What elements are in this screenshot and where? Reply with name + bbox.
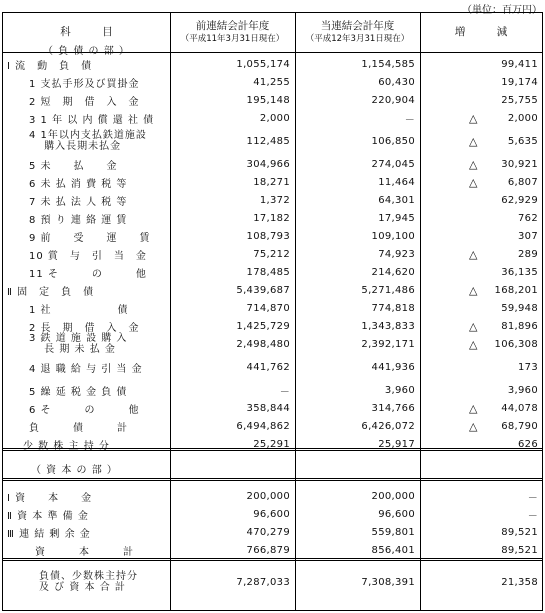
- curr-year-value: 60,430: [378, 76, 415, 88]
- change-value: 168,201: [494, 284, 538, 296]
- table-row: [3, 381, 542, 399]
- prev-year-value: 18,271: [253, 176, 290, 188]
- prev-year-value: 108,793: [246, 230, 290, 242]
- table-row: [3, 353, 542, 381]
- row-label: Ⅲ 連 結 剰 余 金: [7, 528, 91, 540]
- table-row: [3, 523, 542, 541]
- curr-year-value: [298, 43, 415, 55]
- change-value: 25,755: [501, 94, 538, 106]
- prev-year-value: 1,055,174: [236, 58, 290, 70]
- prev-year-value: 112,485: [246, 135, 290, 147]
- balance-sheet-table: [2, 12, 543, 611]
- change-value: 3,960: [507, 384, 538, 396]
- curr-year-value: 109,100: [371, 230, 415, 242]
- curr-year-value: 1,343,833: [361, 320, 415, 332]
- change-value: 81,896: [501, 320, 538, 332]
- curr-year-value: 274,045: [371, 158, 415, 170]
- prev-year-value: －: [279, 386, 290, 398]
- change-value: －: [527, 510, 538, 522]
- prev-year-value: 2,000: [259, 112, 290, 124]
- table-row: [3, 505, 542, 523]
- table-row: [3, 457, 542, 479]
- prev-year-value: 6,494,862: [236, 420, 290, 432]
- table-row: [3, 155, 542, 173]
- curr-year-value: 200,000: [371, 490, 415, 502]
- row-label: 4 退 職 給 与 引 当 金: [29, 363, 143, 375]
- prev-year-value: 304,966: [246, 158, 290, 170]
- prev-year-value: 178,485: [246, 266, 290, 278]
- table-row: [3, 91, 542, 109]
- prev-year-value: 41,255: [253, 76, 290, 88]
- prev-year-value: 25,291: [253, 438, 290, 450]
- change-value: －: [527, 492, 538, 504]
- change-value: 89,521: [501, 526, 538, 538]
- change-value: 21,358: [501, 576, 538, 588]
- change-value: 59,948: [501, 302, 538, 314]
- row-label: 11 そ の 他: [29, 268, 147, 280]
- decrease-triangle-icon: △: [469, 319, 478, 333]
- header-prev-date: （平成11年3月31日現在）: [180, 33, 285, 44]
- curr-year-value: 2,392,171: [361, 338, 415, 350]
- row-label: 8 預 り 連 絡 運 賃: [29, 214, 128, 226]
- change-value: 173: [518, 361, 538, 373]
- curr-year-value: 106,850: [371, 135, 415, 147]
- change-value: 6,807: [507, 176, 538, 188]
- row-label: 2 短 期 借 入 金: [29, 96, 140, 108]
- prev-year-value: 2,498,480: [236, 338, 290, 350]
- section-divider: [3, 558, 542, 561]
- prev-year-value: 1,372: [259, 194, 290, 206]
- row-label: Ⅰ 流 動 負 債: [7, 60, 93, 72]
- row-label: 少 数 株 主 持 分: [23, 440, 110, 452]
- prev-year-value: 5,439,687: [236, 284, 290, 296]
- prev-year-value: 714,870: [246, 302, 290, 314]
- table-row: [3, 173, 542, 191]
- change-value: 36,135: [501, 266, 538, 278]
- row-label: 6 そ の 他: [29, 404, 140, 416]
- change-value: [443, 457, 538, 479]
- table-row: [3, 263, 542, 281]
- decrease-triangle-icon: △: [469, 247, 478, 261]
- row-label: 5 未 払 金: [29, 160, 118, 172]
- change-value: 106,308: [494, 338, 538, 350]
- row-label: 資 本 計: [35, 546, 134, 558]
- decrease-triangle-icon: △: [469, 337, 478, 351]
- table-row: [3, 55, 542, 73]
- header-curr-date: （平成12年3月31日現在）: [305, 33, 410, 44]
- table-row: [3, 281, 542, 299]
- prev-year-value: 1,425,729: [236, 320, 290, 332]
- header-prev-title: 前連結会計年度: [195, 19, 270, 32]
- curr-year-value: 96,600: [378, 508, 415, 520]
- row-label: 6 未 払 消 費 税 等: [29, 178, 128, 190]
- change-value: 99,411: [501, 58, 538, 70]
- row-label: 3 1 年 以 内 償 還 社 債: [29, 114, 155, 126]
- prev-year-value: 441,762: [246, 361, 290, 373]
- header-diff-label: 増 減: [454, 26, 508, 38]
- prev-year-value: 195,148: [246, 94, 290, 106]
- table-row: [3, 399, 542, 417]
- prev-year-value: 75,212: [253, 248, 290, 260]
- table-row: [3, 43, 542, 55]
- row-label: （ 資 本 の 部 ）: [31, 464, 118, 476]
- change-value: 30,921: [501, 158, 538, 170]
- prev-year-value: 470,279: [246, 526, 290, 538]
- header-curr-title: 当連結会計年度: [320, 19, 395, 32]
- change-value: 307: [518, 230, 538, 242]
- row-label: 負債、少数株主持分 及 び 資 本 合 計: [39, 571, 138, 593]
- change-value: [443, 43, 538, 55]
- prev-year-value: 17,182: [253, 212, 290, 224]
- row-label: （ 負 債 の 部 ）: [43, 45, 130, 57]
- curr-year-value: 17,945: [378, 212, 415, 224]
- table-row: [3, 209, 542, 227]
- curr-year-value: 3,960: [384, 384, 415, 396]
- curr-year-value: 6,426,072: [361, 420, 415, 432]
- change-value: 626: [518, 438, 538, 450]
- decrease-triangle-icon: △: [469, 111, 478, 125]
- change-value: 89,521: [501, 544, 538, 556]
- table-row: [3, 487, 542, 505]
- decrease-triangle-icon: △: [469, 175, 478, 189]
- row-label: 負 債 計: [29, 422, 128, 434]
- row-label: 10 賞 与 引 当 金: [29, 250, 147, 262]
- row-label: 2 長 期 借 入 金: [29, 322, 140, 334]
- table-row: [3, 335, 542, 353]
- unit-note: （単位：百万円）: [462, 5, 542, 16]
- prev-year-value: 200,000: [246, 490, 290, 502]
- table-row: [3, 127, 542, 155]
- decrease-triangle-icon: △: [469, 401, 478, 415]
- row-label: Ⅱ 資 本 準 備 金: [7, 510, 89, 522]
- header-item-label: 科 目: [60, 26, 113, 38]
- prev-year-value: 358,844: [246, 402, 290, 414]
- decrease-triangle-icon: △: [469, 283, 478, 297]
- change-value: 68,790: [501, 420, 538, 432]
- table-row: [3, 73, 542, 91]
- table-row: [3, 227, 542, 245]
- table-row: [3, 191, 542, 209]
- change-value: 62,929: [501, 194, 538, 206]
- row-label: 9 前 受 運 賃: [29, 232, 151, 244]
- curr-year-value: 5,271,486: [361, 284, 415, 296]
- curr-year-value: 25,917: [378, 438, 415, 450]
- section-divider: [3, 478, 542, 481]
- table-row: [3, 567, 542, 597]
- prev-year-value: 96,600: [253, 508, 290, 520]
- change-value: 5,635: [507, 135, 538, 147]
- section-divider: [3, 448, 542, 451]
- curr-year-value: 774,818: [371, 302, 415, 314]
- change-value: 44,078: [501, 402, 538, 414]
- curr-year-value: 1,154,585: [361, 58, 415, 70]
- curr-year-value: 220,904: [371, 94, 415, 106]
- table-row: [3, 109, 542, 127]
- prev-year-value: [173, 457, 290, 479]
- prev-year-value: 7,287,033: [236, 576, 290, 588]
- curr-year-value: 11,464: [378, 176, 415, 188]
- prev-year-value: 766,879: [246, 544, 290, 556]
- change-value: 2,000: [507, 112, 538, 124]
- curr-year-value: 7,308,391: [361, 576, 415, 588]
- table-row: [3, 245, 542, 263]
- table-row: [3, 541, 542, 559]
- row-label: Ⅰ 資 本 金: [7, 492, 93, 504]
- change-value: 762: [518, 212, 538, 224]
- row-label: 1 支払手形及び買掛金: [29, 78, 140, 90]
- curr-year-value: 856,401: [371, 544, 415, 556]
- table-row: [3, 417, 542, 435]
- change-value: 19,174: [501, 76, 538, 88]
- curr-year-value: 74,923: [378, 248, 415, 260]
- curr-year-value: 64,301: [378, 194, 415, 206]
- curr-year-value: 441,936: [371, 361, 415, 373]
- row-label: 3 鉄 道 施 設 購 入 長 期 未 払 金: [29, 333, 128, 355]
- row-label: 1 社 債: [29, 304, 129, 316]
- prev-year-value: [173, 43, 290, 55]
- curr-year-value: 559,801: [371, 526, 415, 538]
- curr-year-value: 214,620: [371, 266, 415, 278]
- row-label: 5 繰 延 税 金 負 債: [29, 386, 128, 398]
- decrease-triangle-icon: △: [469, 157, 478, 171]
- curr-year-value: 314,766: [371, 402, 415, 414]
- decrease-triangle-icon: △: [469, 419, 478, 433]
- row-label: 4 1年以内支払鉄道施設 購入長期未払金: [29, 130, 147, 152]
- curr-year-value: [298, 457, 415, 479]
- curr-year-value: －: [404, 114, 415, 126]
- row-label: Ⅱ 固 定 負 債: [7, 286, 95, 298]
- decrease-triangle-icon: △: [469, 134, 478, 148]
- table-row: [3, 299, 542, 317]
- row-label: 7 未 払 法 人 税 等: [29, 196, 128, 208]
- change-value: 289: [518, 248, 538, 260]
